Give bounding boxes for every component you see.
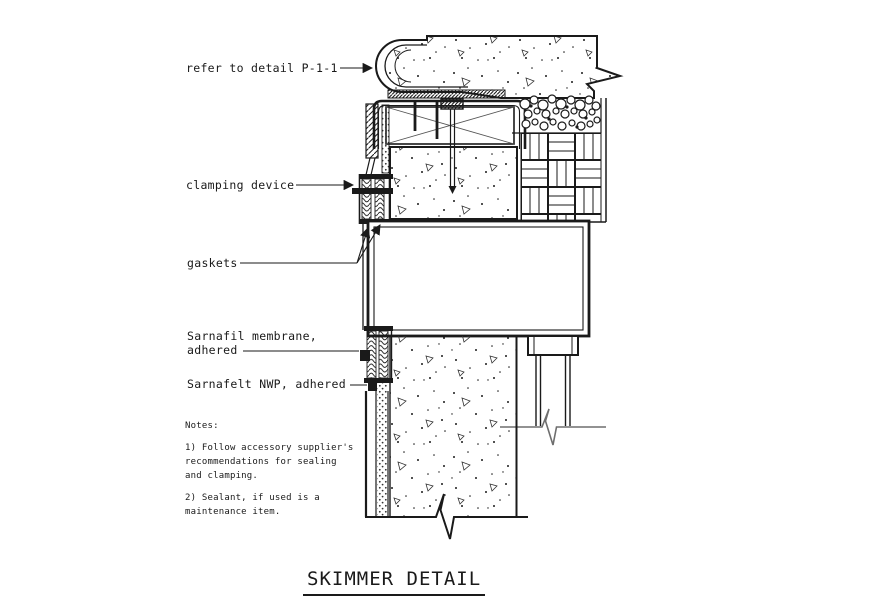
- callout-sarnafil-line1: Sarnafil membrane,: [187, 329, 318, 343]
- callout-sarnafil-membrane: [187, 329, 317, 357]
- gasket: [375, 179, 384, 219]
- sealant-bed: [388, 90, 505, 98]
- faceplate: [366, 104, 390, 177]
- callout-sarnafil-line2: adhered: [187, 343, 238, 357]
- concrete-wall: [365, 336, 528, 539]
- callout-gaskets: gaskets: [187, 256, 238, 270]
- gasket: [362, 179, 371, 219]
- note-2: 2) Sealant, if used is a maintenance item.: [185, 493, 320, 517]
- notes-block: [185, 419, 354, 519]
- callout-sarnafelt-nwp: Sarnafelt NWP, adhered: [187, 377, 346, 391]
- notes-heading: Notes:: [185, 421, 219, 431]
- drawing-title: SKIMMER DETAIL: [303, 568, 485, 596]
- callout-refer-detail: refer to detail P-1-1: [186, 61, 338, 75]
- bolt-head: [441, 99, 463, 109]
- note-1: 1) Follow accessory supplier's recommendations for sealing and clamping.: [185, 443, 354, 481]
- gasket-strip: [382, 105, 389, 173]
- concrete-block: [390, 147, 517, 220]
- gravel-fill: [520, 95, 600, 130]
- callout-clamping-device: clamping device: [186, 178, 295, 192]
- coping-slab: [376, 36, 620, 98]
- membrane-anchor: [360, 350, 370, 361]
- membrane-strip: [366, 383, 388, 517]
- skimmer-body: [368, 221, 589, 336]
- masonry-weave: [521, 133, 601, 222]
